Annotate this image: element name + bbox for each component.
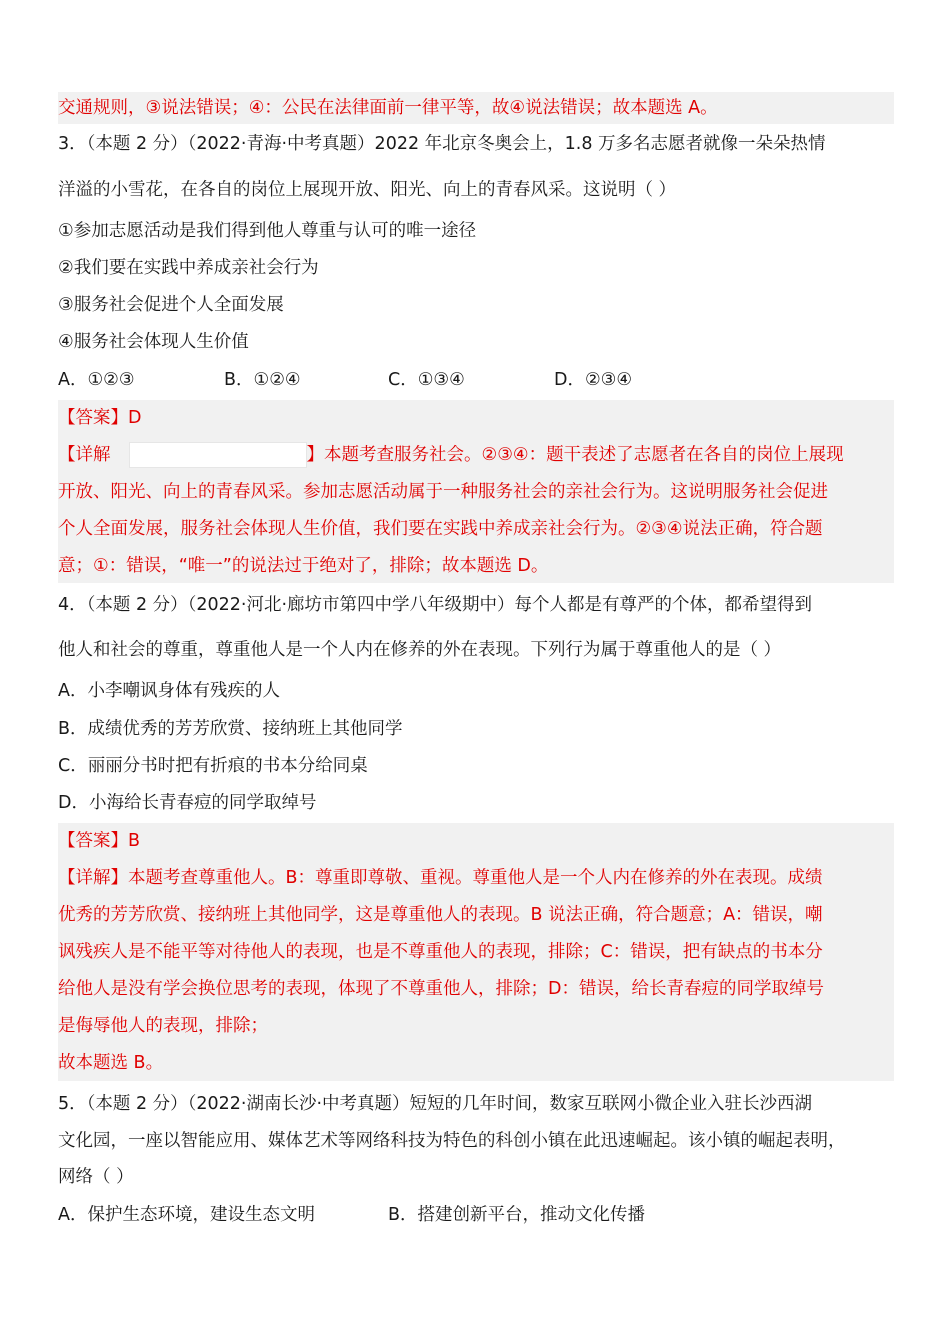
q5-option-b: B．搭建创新平台，推动文化传播 (388, 1205, 646, 1225)
q4-detail-line3: 讽残疾人是不能平等对待他人的表现，也是不尊重他人的表现，排除；C：错误，把有缺点的书本分 (58, 942, 823, 962)
q4-stem-line2: 他人和社会的尊重，尊重他人是一个人内在修养的外在表现。下列行为属于尊重他人的是（ ） (58, 640, 782, 660)
q3-detail-line2: 开放、阳光、向上的青春风采。参加志愿活动属于一种服务社会的亲社会行为。这说明服务社会促进 (58, 482, 828, 502)
q3-item-3: ③服务社会促进个人全面发展 (58, 295, 284, 315)
q3-detail-line1 (58, 441, 844, 469)
q4-answer: 【答案】B (58, 831, 141, 851)
q5-option-a: A．保护生态环境，建设生态文明 (58, 1205, 315, 1225)
q3-item-1: ①参加志愿活动是我们得到他人尊重与认可的唯一途径 (58, 221, 477, 241)
q4-stem-line1: 4．（本题 2 分）（2022·河北·廊坊市第四中学八年级期中）每个人都是有尊严的个体，都希望得到 (58, 595, 813, 615)
q4-detail-line6: 故本题选 B。 (58, 1053, 164, 1073)
prev-answer-tail: 交通规则，③说法错误；④：公民在法律面前一律平等，故④说法错误；故本题选 A。 (58, 98, 718, 118)
q5-options (58, 1201, 894, 1229)
q3-stem-line1: 3．（本题 2 分）（2022·青海·中考真题）2022 年北京冬奥会上，1.8 万多名志愿者就像一朵朵热情 (58, 134, 826, 154)
q3-option-a: A．①②③ (58, 370, 135, 390)
q4-option-b: B．成绩优秀的芳芳欣赏、接纳班上其他同学 (58, 719, 403, 739)
q3-option-c: C．①③④ (388, 370, 465, 390)
q3-stem-line2: 洋溢的小雪花，在各自的岗位上展现开放、阳光、向上的青春风采。这说明（ ） (58, 180, 677, 200)
q3-item-2: ②我们要在实践中养成亲社会行为 (58, 258, 319, 278)
q3-option-d: D．②③④ (554, 370, 633, 390)
q3-detail-line3: 个人全面发展，服务社会体现人生价值，我们要在实践中养成亲社会行为。②③④说法正确，符合题 (58, 519, 823, 539)
q3-detail-text1: 】本题考查服务社会。②③④：题干表述了志愿者在各自的岗位上展现 (306, 445, 844, 465)
q4-detail-line4: 给他人是没有学会换位思考的表现，体现了不尊重他人，排除；D：错误，给长青春痘的同学取绰号 (58, 979, 824, 999)
q3-answer: 【答案】D (58, 408, 142, 428)
q4-option-c: C．丽丽分书时把有折痕的书本分给同桌 (58, 756, 368, 776)
q4-detail-line5: 是侮辱他人的表现，排除； (58, 1016, 268, 1036)
q3-item-4: ④服务社会体现人生价值 (58, 332, 249, 352)
q4-option-d: D．小海给长青春痘的同学取绰号 (58, 793, 317, 813)
q5-stem-line2: 文化园，一座以智能应用、媒体艺术等网络科技为特色的科创小镇在此迅速崛起。该小镇的崛起表明， (58, 1131, 846, 1151)
redacted-blank (129, 442, 307, 468)
q4-detail-line2: 优秀的芳芳欣赏、接纳班上其他同学，这是尊重他人的表现。B 说法正确，符合题意；A：错误，嘲 (58, 905, 823, 925)
q4-option-a: A．小李嘲讽身体有残疾的人 (58, 681, 280, 701)
q4-detail-line1: 【详解】本题考查尊重他人。B：尊重即尊敬、重视。尊重他人是一个人内在修养的外在表现。成绩 (58, 868, 823, 888)
q3-option-b: B．①②④ (224, 370, 301, 390)
q3-detail-label: 【详解 (58, 445, 111, 465)
q3-detail-line4: 意；①：错误，“唯一”的说法过于绝对了，排除；故本题选 D。 (58, 556, 549, 576)
q5-stem-line3: 网络（ ） (58, 1167, 134, 1187)
q3-options (58, 366, 894, 394)
q5-stem-line1: 5．（本题 2 分）（2022·湖南长沙·中考真题）短短的几年时间，数家互联网小微企业入驻长沙西湖 (58, 1094, 813, 1114)
